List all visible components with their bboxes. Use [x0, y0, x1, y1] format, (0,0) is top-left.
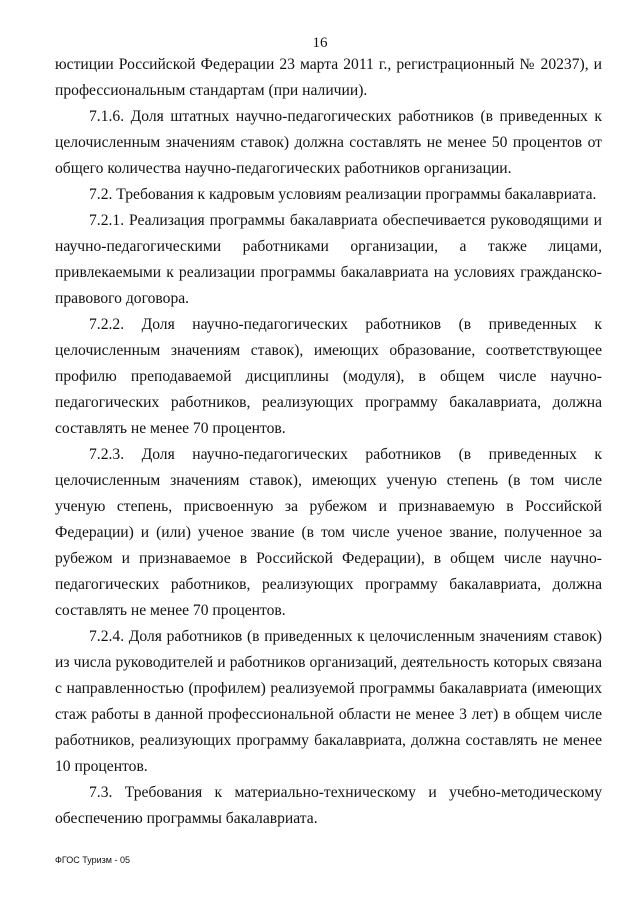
- paragraph-7-2-3: 7.2.3. Доля научно-педагогических работников (в приведенных к целочисленным значениям ставок), имеющих ученую степень (в том числе ученую степень, присвоенную за рубежом и признаваемую в Российской Федерации) и (или) ученое звание (в том числе ученое звание, полученное за рубежом и признаваемое в Российской Федерации), в общем числе научно-педагогических работников, реализующих программу бакалавриата, должна составлять не менее 70 процентов.: [55, 446, 602, 619]
- footer-label: ФГОС Туризм - 05: [55, 855, 130, 865]
- paragraph-7-2-1: 7.2.1. Реализация программы бакалавриата обеспечивается руководящими и научно-педагогическими работниками организации, а также лицами, привлекаемыми к реализации программы бакалавриата на условиях гражданско-правового договора.: [55, 212, 602, 307]
- paragraph-7-3: 7.3. Требования к материально-техническому и учебно-методическому обеспечению программы бакалавриата.: [55, 784, 602, 827]
- paragraph-continuation: юстиции Российской Федерации 23 марта 2011 г., регистрационный № 20237), и профессиональным стандартам (при наличии).: [55, 56, 602, 99]
- paragraph-7-1-6: 7.1.6. Доля штатных научно-педагогических работников (в приведенных к целочисленным значениям ставок) должна составлять не менее 50 процентов от общего количества научно-педагогических работников организации.: [55, 108, 602, 177]
- paragraph-7-2-2: 7.2.2. Доля научно-педагогических работников (в приведенных к целочисленным значениям ставок), имеющих образование, соответствующее профилю преподаваемой дисциплины (модуля), в общем числе научно-педагогических работников, реализующих программу бакалавриата, должна составлять не менее 70 процентов.: [55, 316, 602, 437]
- page-number: 16: [312, 35, 328, 51]
- paragraph-7-2-4: 7.2.4. Доля работников (в приведенных к целочисленным значениям ставок) из числа руководителей и работников организаций, деятельность которых связана с направленностью (профилем) реализуемой программы бакалавриата (имеющих стаж работы в данной профессиональной области не менее 3 лет) в общем числе работников, реализующих программу бакалавриата, должна составлять не менее 10 процентов.: [55, 628, 602, 775]
- body-text: [55, 52, 602, 832]
- paragraph-7-2: 7.2. Требования к кадровым условиям реализации программы бакалавриата.: [89, 186, 597, 203]
